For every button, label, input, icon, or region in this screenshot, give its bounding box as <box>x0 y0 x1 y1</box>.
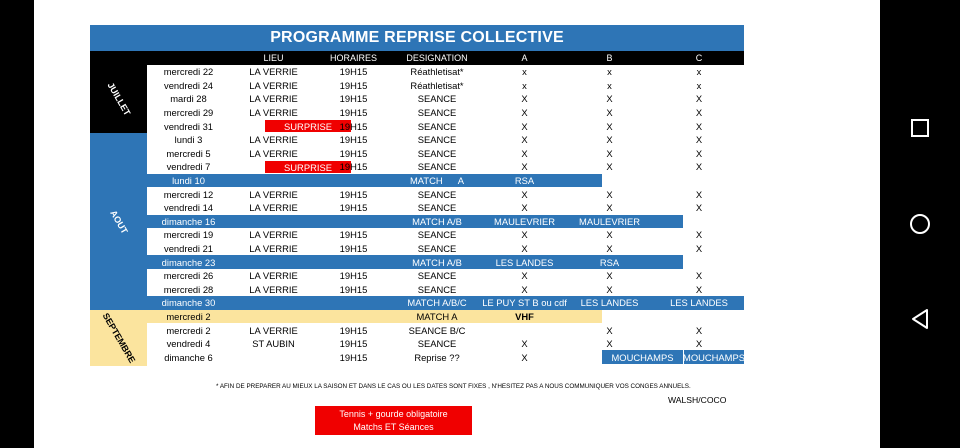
cell-date: dimanche 23 <box>161 256 216 268</box>
cell-b: X <box>606 188 613 200</box>
cell-c: X <box>695 202 703 214</box>
table-row <box>147 106 744 120</box>
month-septembre <box>90 310 147 366</box>
cell-c: X <box>695 188 703 200</box>
table-row <box>147 160 744 174</box>
cell-designation: SEANCE <box>417 270 457 282</box>
cell-designation: SEANCE B/C <box>408 324 466 336</box>
month-aout <box>90 133 147 310</box>
cell-horaires: 19H15 <box>339 270 368 282</box>
cell-designation: SEANCE <box>417 243 457 255</box>
cell-b: X <box>606 229 613 241</box>
cell-b: X <box>606 107 613 119</box>
cell-date: dimanche 6 <box>164 351 213 363</box>
cell-lieu: LA VERRIE <box>249 79 298 91</box>
cell-a: X <box>521 107 528 119</box>
cell-lieu: ST AUBIN <box>252 338 295 350</box>
cell-a: X <box>521 134 528 146</box>
cell-a: X <box>521 147 528 159</box>
cell-designation: MATCH A/B/C <box>407 297 467 309</box>
cell-horaires: 19H15 <box>339 93 368 105</box>
recent-apps-button[interactable] <box>900 108 940 148</box>
cell-horaires: 19H15 <box>339 161 368 173</box>
cell-horaires: 19H15 <box>339 324 368 336</box>
table-row <box>147 337 744 351</box>
cell-b: X <box>606 270 613 282</box>
cell-a: X <box>521 202 528 214</box>
cell-date: vendredi 21 <box>164 243 213 255</box>
cell-lieu: LA VERRIE <box>249 229 298 241</box>
col-designation: DESIGNATION <box>406 53 468 63</box>
cell-c: x <box>696 66 702 78</box>
cell-designation: SEANCE <box>417 338 457 350</box>
cell-b: X <box>606 283 613 295</box>
cell-date: dimanche 30 <box>161 297 216 309</box>
cell-date: mercredi 2 <box>166 324 211 336</box>
cell-c: X <box>695 243 703 255</box>
col-lieu: LIEU <box>263 53 284 63</box>
cell-date: mercredi 22 <box>163 66 214 78</box>
cell-a: X <box>521 229 528 241</box>
schedule-document <box>34 0 880 448</box>
back-button[interactable] <box>900 299 940 339</box>
cell-date: vendredi 31 <box>164 120 213 132</box>
cell-a: RSA <box>514 175 535 187</box>
schedule-rows <box>147 65 744 364</box>
table-header <box>90 51 744 65</box>
cell-designation: SEANCE <box>417 161 457 173</box>
cell-a: X <box>521 351 528 363</box>
cell-horaires: 19H15 <box>339 243 368 255</box>
surprise-badge: SURPRISE <box>265 161 351 173</box>
cell-date: mercredi 2 <box>166 310 211 322</box>
cell-b: X <box>606 202 613 214</box>
cell-designation: SEANCE <box>417 188 457 200</box>
month-label: AOUT <box>107 207 130 236</box>
cell-c: X <box>695 270 703 282</box>
cell-a: X <box>521 243 528 255</box>
cell-designation: SEANCE <box>417 202 457 214</box>
home-button[interactable] <box>900 204 940 244</box>
cell-c-highlight: MOUCHAMPS <box>683 351 745 363</box>
reminder-line-1: Tennis + gourde obligatoire <box>339 408 448 419</box>
table-row <box>147 79 744 93</box>
cell-a: X <box>521 270 528 282</box>
cell-date: mercredi 26 <box>163 270 214 282</box>
home-icon <box>909 213 931 235</box>
cell-lieu: LA VERRIE <box>249 243 298 255</box>
match-row <box>147 310 744 324</box>
table-row <box>147 201 744 215</box>
cell-date: vendredi 14 <box>164 202 213 214</box>
cell-designation: SEANCE <box>417 120 457 132</box>
cell-date: mercredi 19 <box>163 229 214 241</box>
cell-horaires: 19H15 <box>339 134 368 146</box>
cell-b: X <box>606 324 613 336</box>
cell-horaires: 19H15 <box>339 351 368 363</box>
cell-horaires: 19H15 <box>339 107 368 119</box>
cell-a: X <box>521 161 528 173</box>
month-label: JUILLET <box>105 80 132 118</box>
cell-a: X <box>521 338 528 350</box>
cell-b: X <box>606 120 613 132</box>
cell-lieu: LA VERRIE <box>249 324 298 336</box>
table-row <box>147 119 744 133</box>
cell-b: X <box>606 134 613 146</box>
reminder-line-2: Matchs ET Séances <box>353 421 434 432</box>
surprise-badge: SURPRISE <box>265 120 351 132</box>
cell-c: X <box>695 107 703 119</box>
cell-b: RSA <box>599 256 620 268</box>
table-row <box>147 350 744 364</box>
cell-lieu: LA VERRIE <box>249 93 298 105</box>
cell-date: vendredi 4 <box>166 338 211 350</box>
cell-designation: MATCH A <box>410 175 464 187</box>
cell-c: x <box>696 79 702 91</box>
cell-designation: MATCH A <box>416 310 458 322</box>
reminder-box <box>315 406 472 435</box>
col-c: C <box>695 53 703 63</box>
month-juillet <box>90 65 147 133</box>
cell-a: X <box>521 188 528 200</box>
footnote: * AFIN DE PREPARER AU MIEUX LA SAISON ET DANS LE CAS OU LES DATES SONT FIXES , N'HESITEZ PAS A NOUS COMMUNIQUER VOS CONGES ANNUELS. <box>216 383 691 390</box>
cell-lieu: LA VERRIE <box>249 283 298 295</box>
table-row <box>147 65 744 79</box>
cell-lieu: LA VERRIE <box>249 188 298 200</box>
cell-date: vendredi 7 <box>166 161 211 173</box>
cell-a: X <box>521 120 528 132</box>
cell-horaires: 19H15 <box>339 66 368 78</box>
table-row <box>147 269 744 283</box>
cell-designation: SEANCE <box>417 93 457 105</box>
cell-horaires: 19H15 <box>339 202 368 214</box>
page-title: PROGRAMME REPRISE COLLECTIVE <box>90 25 744 51</box>
cell-c: X <box>695 161 703 173</box>
cell-lieu: LA VERRIE <box>249 202 298 214</box>
match-row <box>147 215 744 229</box>
cell-lieu: LA VERRIE <box>249 134 298 146</box>
cell-date: mercredi 5 <box>166 147 211 159</box>
cell-date: lundi 3 <box>174 134 203 146</box>
table-row <box>147 187 744 201</box>
cell-designation: SEANCE <box>417 147 457 159</box>
signature: WALSH/COCO <box>668 395 727 405</box>
cell-a: x <box>522 66 527 78</box>
cell-horaires: 19H15 <box>339 120 368 132</box>
table-row <box>147 242 744 256</box>
table-row <box>147 92 744 106</box>
cell-date: mercredi 28 <box>163 283 214 295</box>
cell-designation: SEANCE <box>417 283 457 295</box>
cell-c: X <box>695 93 703 105</box>
cell-b: X <box>606 161 613 173</box>
cell-designation: MATCH A/B <box>412 215 462 227</box>
cell-a: X <box>521 93 528 105</box>
cell-lieu: LA VERRIE <box>249 270 298 282</box>
cell-lieu: LA VERRIE <box>249 66 298 78</box>
table-row <box>147 323 744 337</box>
cell-b: X <box>606 93 613 105</box>
col-horaires: HORAIRES <box>329 53 377 63</box>
cell-designation: Réathletisat* <box>410 79 464 91</box>
cell-date: mardi 28 <box>170 93 207 105</box>
cell-date: vendredi 24 <box>164 79 213 91</box>
cell-b: x <box>607 79 612 91</box>
cell-horaires: 19H15 <box>339 229 368 241</box>
cell-c: X <box>695 324 703 336</box>
cell-horaires: 19H15 <box>339 188 368 200</box>
cell-b: LES LANDES <box>580 297 639 309</box>
cell-designation: Réathletisat* <box>410 66 464 78</box>
cell-a: LE PUY ST B ou cdf <box>482 297 567 309</box>
cell-horaires: 19H15 <box>339 79 368 91</box>
cell-c: X <box>695 134 703 146</box>
cell-c: LES LANDES <box>670 297 728 309</box>
cell-horaires: 19H15 <box>339 283 368 295</box>
cell-c: X <box>695 147 703 159</box>
cell-a: VHF <box>515 310 534 322</box>
cell-lieu: LA VERRIE <box>249 147 298 159</box>
cell-designation: Reprise ?? <box>414 351 460 363</box>
cell-b: x <box>607 66 612 78</box>
cell-designation: MATCH A/B <box>412 256 462 268</box>
month-label: SEPTEMBRE <box>100 311 137 365</box>
cell-b: MAULEVRIER <box>579 215 640 227</box>
cell-horaires: 19H15 <box>339 338 368 350</box>
cell-a: LES LANDES <box>495 256 554 268</box>
cell-a: MAULEVRIER <box>494 215 555 227</box>
cell-designation: SEANCE <box>417 134 457 146</box>
cell-a: X <box>521 283 528 295</box>
table-row <box>147 283 744 297</box>
col-a: A <box>521 53 528 63</box>
cell-b: X <box>606 147 613 159</box>
cell-c: X <box>695 283 703 295</box>
cell-horaires: 19H15 <box>339 147 368 159</box>
cell-c: X <box>695 338 703 350</box>
system-nav-bar <box>880 0 960 448</box>
cell-c: X <box>695 120 703 132</box>
cell-b-highlight: MOUCHAMPS <box>602 350 683 364</box>
back-icon <box>910 308 930 330</box>
match-row <box>147 255 744 269</box>
cell-designation: SEANCE <box>417 229 457 241</box>
cell-date: dimanche 16 <box>161 215 216 227</box>
table-row <box>147 228 744 242</box>
cell-date: mercredi 29 <box>163 107 214 119</box>
recent-apps-icon <box>910 118 930 138</box>
match-row <box>147 296 744 310</box>
table-row <box>147 147 744 161</box>
cell-c: X <box>695 229 703 241</box>
cell-designation: SEANCE <box>417 107 457 119</box>
cell-date: mercredi 12 <box>163 188 214 200</box>
cell-a: x <box>522 79 527 91</box>
match-row <box>147 174 744 188</box>
table-row <box>147 133 744 147</box>
col-b: B <box>606 53 613 63</box>
cell-lieu: LA VERRIE <box>249 107 298 119</box>
cell-b: X <box>606 243 613 255</box>
cell-b: X <box>606 338 613 350</box>
cell-date: lundi 10 <box>172 175 205 187</box>
